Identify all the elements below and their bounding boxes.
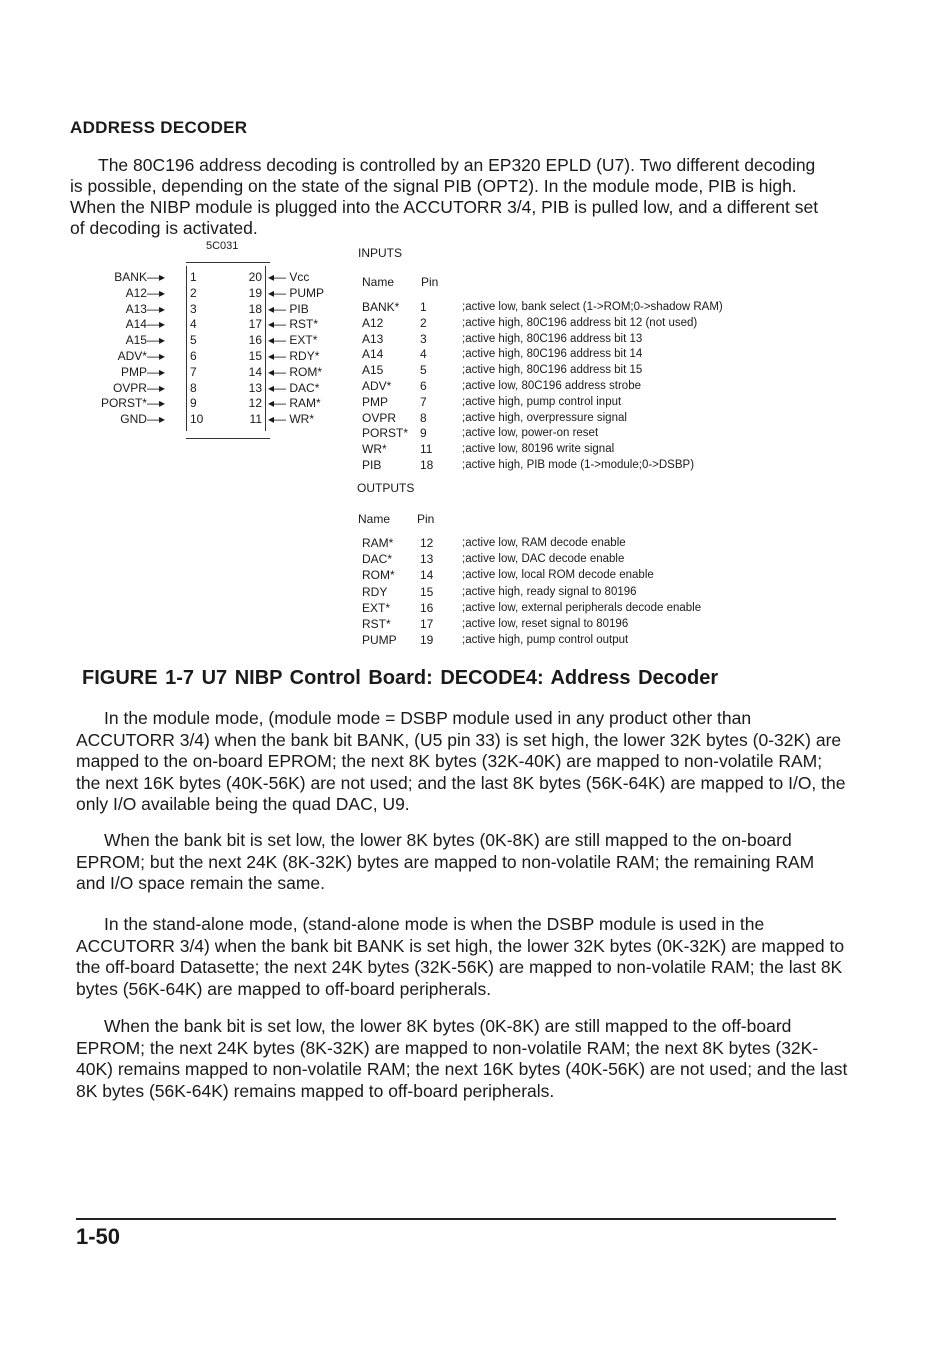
right-pin-number: 17 [248, 317, 262, 332]
inputs-desc-cell: ;active high, pump control input [462, 395, 622, 408]
left-pin-number: 4 [190, 317, 197, 332]
outputs-name-cell: PUMP [362, 633, 397, 648]
outputs-desc-cell: ;active high, ready signal to 80196 [462, 585, 637, 598]
left-pin-name: ADV*—▸ [117, 349, 165, 363]
outputs-pin-cell: 13 [420, 552, 434, 567]
inputs-pin-cell: 1 [420, 300, 427, 314]
left-pin-number: 2 [190, 285, 197, 300]
right-pin-name: ◂— EXT* [268, 333, 318, 348]
inputs-name-cell: PMP [362, 394, 389, 409]
body-paragraph: In the stand-alone mode, (stand-alone mode is when the DSBP module is used in the ACCUTORR 3/4) when the bank bit BANK is set high, the lower 32K bytes (0K-32K) are mapped to the off-board Datasette; the next 24K bytes (32K-56K) are mapped to non-volatile RAM; the last 8K bytes (56K-64K) are mapped to off-board peripherals. [76, 914, 845, 999]
right-pin-number: 14 [248, 364, 262, 379]
outputs-pin-cell: 16 [420, 600, 434, 615]
left-pin-number: 8 [190, 380, 197, 395]
chip-label: 5C031 [206, 240, 239, 252]
inputs-desc-cell: ;active low, power-on reset [462, 427, 599, 440]
inputs-desc-cell: ;active high, 80C196 address bit 12 (not used) [462, 316, 698, 329]
inputs-pin-cell: 2 [420, 315, 427, 330]
outputs-pin-cell: 19 [420, 633, 434, 648]
left-pin-name: OVPR—▸ [112, 380, 165, 395]
right-pin-name: ◂— DAC* [268, 380, 320, 395]
outputs-pin-cell: 12 [420, 536, 434, 550]
body-paragraph: When the bank bit is set low, the lower 8K bytes (0K-8K) are still mapped to the on-board EPROM; but the next 24K (8K-32K) bytes are mapped to non-volatile RAM; the remaining RAM and I/O space remain the same. [76, 830, 815, 893]
outputs-name-cell: ROM* [362, 568, 395, 583]
body-paragraph: When the bank bit is set low, the lower 8K bytes (0K-8K) are still mapped to the off-board EPROM; the next 24K bytes (8K-32K) are mapped to non-volatile RAM; the next 8K bytes (32K-40K) remains mapped to non-volatile RAM; the next 16K bytes (40K-56K) are not used; and the last 8K bytes (56K-64K) remains mapped to off-board peripherals. [76, 1016, 848, 1101]
right-pin-number: 16 [248, 333, 262, 348]
inputs-desc-cell: ;active high, 80C196 address bit 15 [462, 364, 643, 377]
inputs-desc-cell: ;active high, PIB mode (1->module;0->DSBP) [462, 459, 695, 471]
inputs-desc-cell: ;active low, 80196 write signal [462, 443, 615, 456]
outputs-pin-cell: 17 [420, 617, 434, 631]
inputs-name-cell: A13 [362, 331, 384, 346]
figure-caption: FIGURE 1-7 U7 NIBP Control Board: DECODE4: Address Decoder [82, 667, 719, 689]
outputs-name-header: Name [358, 512, 391, 526]
right-pin-number: 20 [248, 270, 262, 284]
inputs-desc-cell: ;active high, 80C196 address bit 13 [462, 332, 643, 345]
right-pin-number: 18 [248, 301, 262, 316]
right-pin-name: ◂— Vcc [268, 270, 310, 284]
inputs-desc-cell: ;active high, 80C196 address bit 14 [462, 348, 643, 361]
outputs-name-cell: RST* [362, 617, 391, 631]
inputs-pin-cell: 18 [420, 458, 434, 472]
inputs-pin-cell: 3 [420, 331, 427, 346]
outputs-desc-cell: ;active low, local ROM decode enable [462, 569, 654, 582]
left-pin-name: PORST*—▸ [100, 396, 165, 411]
inputs-name-header: Name [362, 275, 395, 289]
right-pin-number: 12 [248, 396, 262, 411]
inputs-pin-cell: 11 [420, 442, 433, 457]
inputs-pin-cell: 4 [420, 347, 427, 362]
body-paragraph: In the module mode, (module mode = DSBP module used in any product other than ACCUTORR 3/4) when the bank bit BANK, (U5 pin 33) is set high, the lower 32K bytes (0-32K) are mapped to the on-board EPROM; the next 8K bytes (32K-40K) are mapped to non-volatile RAM; the next 16K bytes (40K-56K) are not used; and the last 8K bytes (56K-64K) are mapped to I/O, the only I/O available being the quad DAC, U9. [76, 708, 846, 814]
inputs-title: INPUTS [358, 246, 403, 260]
right-pin-name: ◂— PUMP [268, 285, 325, 300]
right-pin-name: ◂— PIB [268, 301, 309, 316]
inputs-name-cell: PORST* [362, 426, 409, 441]
inputs-pin-header: Pin [421, 275, 439, 289]
chip-bottom-border [186, 438, 270, 439]
inputs-pin-cell: 8 [420, 410, 427, 425]
right-pin-name: ◂— WR* [268, 412, 315, 427]
left-pin-number: 5 [190, 333, 197, 348]
outputs-name-cell: RAM* [362, 536, 394, 550]
inputs-name-cell: A12 [362, 315, 384, 330]
left-pin-number: 1 [190, 270, 197, 284]
footer-rule [76, 1218, 836, 1220]
left-pin-name: A14—▸ [125, 317, 165, 332]
inputs-desc-cell: ;active low, 80C196 address strobe [462, 380, 641, 392]
section-heading: ADDRESS DECODER [70, 118, 248, 137]
outputs-pin-cell: 14 [420, 568, 434, 583]
intro-paragraph: The 80C196 address decoding is controlled by an EP320 EPLD (U7). Two different decoding is possible, depending on the state of the signal PIB (OPT2). In the module mode, PIB is high. When the NIBP module is plugged into the ACCUTORR 3/4, PIB is pulled low, and a different set of decoding is activated. [70, 155, 819, 238]
inputs-desc-cell: ;active low, bank select (1->ROM;0->shadow RAM) [462, 301, 723, 313]
outputs-name-cell: EXT* [362, 600, 391, 615]
outputs-desc-cell: ;active high, pump control output [462, 634, 629, 647]
left-pin-name: A12—▸ [125, 285, 165, 300]
right-pin-number: 11 [249, 412, 262, 427]
left-pin-name: PMP—▸ [120, 364, 165, 379]
inputs-name-cell: A15 [362, 363, 384, 378]
outputs-title: OUTPUTS [357, 481, 415, 495]
outputs-name-cell: RDY [362, 584, 388, 599]
inputs-pin-cell: 7 [420, 394, 427, 409]
outputs-name-cell: DAC* [362, 552, 393, 567]
left-pin-name: A13—▸ [125, 301, 165, 316]
left-pin-number: 3 [190, 301, 197, 316]
inputs-name-cell: A14 [362, 347, 384, 362]
left-pin-name: A15—▸ [125, 333, 165, 348]
inputs-pin-cell: 9 [420, 426, 427, 441]
chip-top-border [186, 262, 270, 263]
chip-pin-row [0, 269, 950, 285]
inputs-name-cell: ADV* [362, 379, 392, 393]
right-pin-number: 13 [248, 380, 262, 395]
left-pin-number: 6 [190, 349, 197, 363]
left-pin-name: GND—▸ [120, 412, 165, 427]
right-pin-name: ◂— RST* [268, 317, 319, 332]
left-pin-name: BANK—▸ [114, 270, 165, 284]
right-pin-number: 15 [248, 349, 262, 363]
inputs-pin-cell: 5 [420, 363, 427, 378]
inputs-name-cell: OVPR [362, 410, 397, 425]
outputs-desc-cell: ;active low, reset signal to 80196 [462, 618, 629, 630]
left-pin-number: 9 [190, 396, 197, 411]
right-pin-number: 19 [248, 285, 262, 300]
page-number: 1-50 [76, 1224, 121, 1249]
outputs-desc-cell: ;active low, external peripherals decode enable [462, 601, 702, 614]
inputs-name-cell: BANK* [362, 300, 400, 314]
outputs-pin-header: Pin [417, 512, 435, 526]
inputs-desc-cell: ;active high, overpressure signal [462, 411, 627, 424]
right-pin-name: ◂— RDY* [268, 349, 320, 363]
inputs-name-cell: PIB [362, 458, 382, 472]
inputs-name-cell: WR* [362, 442, 387, 457]
right-pin-name: ◂— RAM* [268, 396, 321, 411]
right-pin-name: ◂— ROM* [268, 364, 323, 379]
left-pin-number: 10 [190, 412, 204, 427]
outputs-pin-cell: 15 [420, 584, 434, 599]
outputs-desc-cell: ;active low, DAC decode enable [462, 553, 625, 566]
inputs-pin-cell: 6 [420, 379, 427, 393]
outputs-desc-cell: ;active low, RAM decode enable [462, 537, 626, 549]
left-pin-number: 7 [190, 364, 197, 379]
